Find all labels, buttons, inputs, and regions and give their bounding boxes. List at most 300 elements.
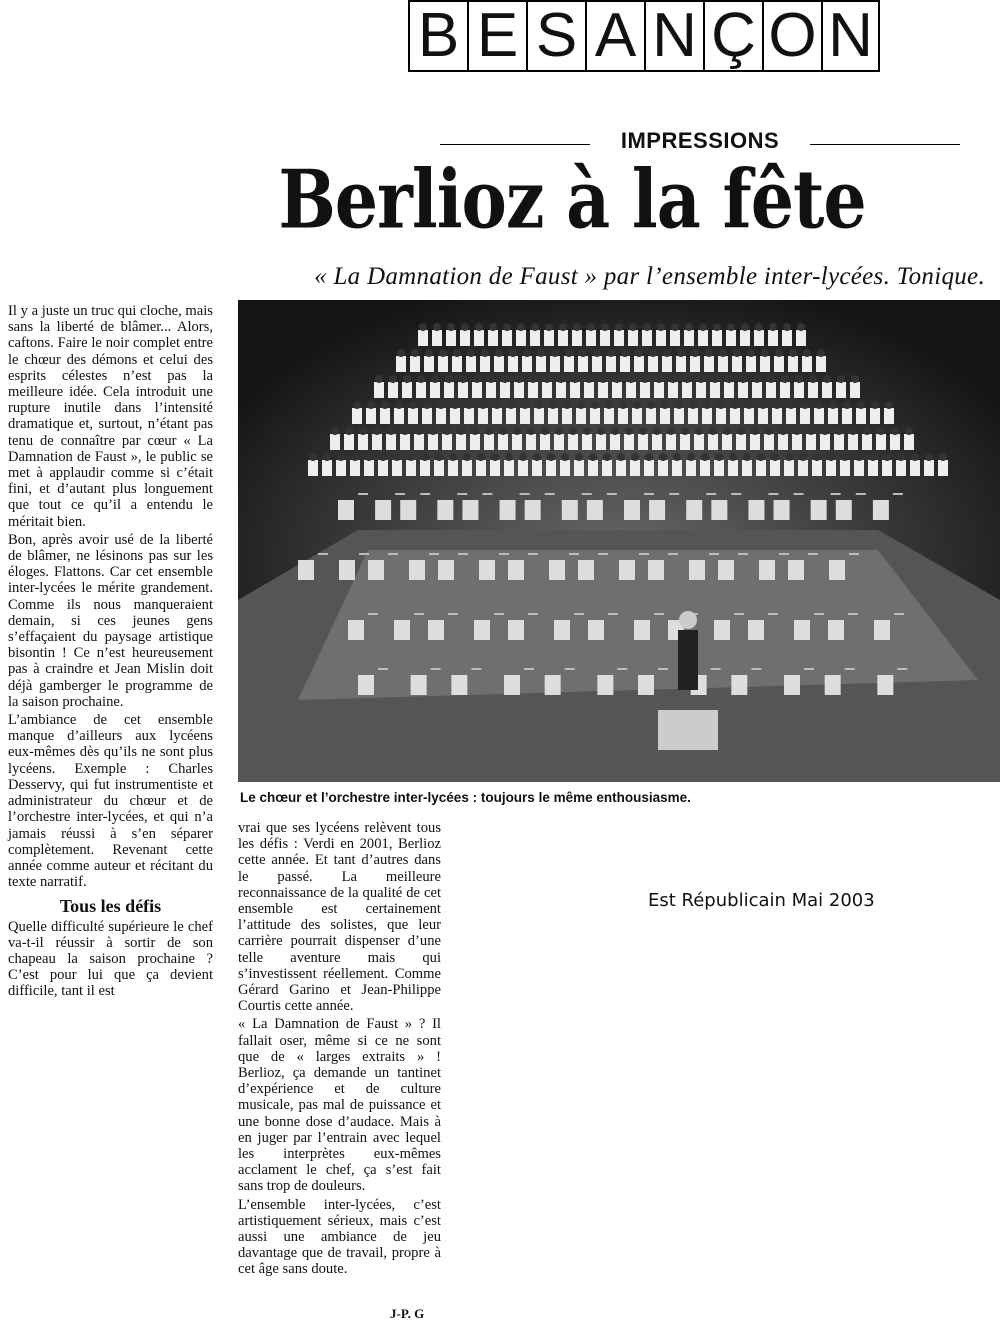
choir-singer — [572, 330, 582, 346]
choir-singer-head — [627, 375, 635, 383]
choir-singer-head — [687, 453, 695, 461]
choir-singer — [466, 356, 476, 372]
choir-singer — [388, 382, 398, 398]
choir-singer — [780, 382, 790, 398]
choir-singer — [658, 460, 668, 476]
choir-singer-head — [731, 401, 739, 409]
choir-singer-head — [571, 375, 579, 383]
choir-singer — [352, 408, 362, 424]
choir-singer — [578, 356, 588, 372]
choir-singer-head — [481, 349, 489, 357]
choir-singer-head — [779, 427, 787, 435]
choir-singer-head — [547, 453, 555, 461]
choir-singer — [526, 434, 536, 450]
choir-singer-head — [849, 427, 857, 435]
paragraph: « La Damnation de Faust » ? Il fallait oser, même si ce ne sont que de « larges extraits » ! Berlioz, ça demande un tantinet d’expérience et de culture musicale, pas mal de puissance et une bonne dose d’audace. Mais à en juger par l’entrain avec lequel les interprètes eux-mêmes acclament le chef, ça s’est fait sans trop de douleurs. — [238, 1016, 441, 1195]
choir-singer — [424, 356, 434, 372]
choir-singer — [812, 460, 822, 476]
choir-singer-head — [411, 349, 419, 357]
choir-singer — [474, 330, 484, 346]
choir-singer-head — [785, 453, 793, 461]
choir-singer — [392, 460, 402, 476]
choir-singer — [728, 460, 738, 476]
choir-singer — [746, 356, 756, 372]
choir-singer — [618, 408, 628, 424]
choir-singer-head — [541, 427, 549, 435]
choir-singer-head — [635, 349, 643, 357]
orchestra-musician — [634, 620, 650, 640]
choir-singer-head — [705, 349, 713, 357]
choir-singer-head — [379, 453, 387, 461]
choir-singer — [642, 330, 652, 346]
choir-singer-head — [587, 323, 595, 331]
choir-singer — [856, 408, 866, 424]
choir-singer-head — [415, 427, 423, 435]
orchestra-musician — [811, 500, 827, 520]
choir-singer-head — [559, 323, 567, 331]
choir-singer-head — [817, 349, 825, 357]
choir-singer-head — [673, 453, 681, 461]
choir-singer-head — [681, 427, 689, 435]
choir-singer — [756, 460, 766, 476]
choir-singer — [766, 382, 776, 398]
choir-singer-head — [375, 375, 383, 383]
choir-singer — [604, 408, 614, 424]
choir-singer-head — [743, 453, 751, 461]
choir-singer — [476, 460, 486, 476]
choir-singer-head — [695, 427, 703, 435]
orchestra-musician — [784, 675, 800, 695]
choir-singer — [778, 434, 788, 450]
choir-singer-head — [407, 453, 415, 461]
choir-singer-head — [753, 375, 761, 383]
orchestra-musician — [428, 620, 444, 640]
choir-singer-head — [425, 349, 433, 357]
orchestra-musician — [649, 500, 665, 520]
choir-singer — [768, 330, 778, 346]
choir-singer-head — [795, 375, 803, 383]
choir-singer — [350, 460, 360, 476]
choir-singer-head — [515, 375, 523, 383]
choir-singer-head — [629, 323, 637, 331]
choir-singer — [698, 330, 708, 346]
choir-singer — [500, 382, 510, 398]
choir-singer-head — [659, 453, 667, 461]
choir-singer — [744, 408, 754, 424]
choir-singer — [688, 408, 698, 424]
choir-singer — [434, 460, 444, 476]
choir-singer-head — [781, 375, 789, 383]
choir-singer-head — [485, 427, 493, 435]
choir-singer-head — [617, 453, 625, 461]
choir-singer-head — [631, 453, 639, 461]
orchestra-musician — [504, 675, 520, 695]
choir-singer-head — [545, 323, 553, 331]
choir-singer — [782, 330, 792, 346]
choir-singer — [450, 408, 460, 424]
choir-singer-head — [473, 375, 481, 383]
orchestra-musician — [578, 560, 594, 580]
choir-singer-head — [529, 375, 537, 383]
choir-singer — [752, 382, 762, 398]
choir-singer-head — [601, 323, 609, 331]
choir-singer — [374, 382, 384, 398]
orchestra-musician — [411, 675, 427, 695]
choir-singer — [624, 434, 634, 450]
choir-singer — [876, 434, 886, 450]
choir-singer — [684, 330, 694, 346]
orchestra-musician — [788, 560, 804, 580]
choir-singer — [700, 460, 710, 476]
choir-singer — [840, 460, 850, 476]
choir-singer-head — [765, 427, 773, 435]
orchestra-musician — [462, 500, 478, 520]
concert-photo — [238, 300, 1000, 782]
choir-singer-head — [815, 401, 823, 409]
choir-singer — [634, 356, 644, 372]
choir-singer — [808, 382, 818, 398]
choir-singer — [596, 434, 606, 450]
choir-singer-head — [733, 349, 741, 357]
choir-singer-head — [803, 349, 811, 357]
masthead-letter: S — [526, 0, 585, 72]
choir-singer-head — [661, 401, 669, 409]
choir-singer-head — [841, 453, 849, 461]
choir-singer-head — [353, 401, 361, 409]
choir-singer-head — [479, 401, 487, 409]
choir-singer — [760, 356, 770, 372]
orchestra-musician — [877, 675, 893, 695]
choir-singer-head — [309, 453, 317, 461]
orchestra-musician — [368, 560, 384, 580]
choir-singer — [730, 408, 740, 424]
choir-singer — [794, 382, 804, 398]
choir-singer-head — [827, 453, 835, 461]
choir-singer-head — [449, 453, 457, 461]
choir-singer-head — [459, 375, 467, 383]
choir-singer-head — [769, 323, 777, 331]
choir-singer-head — [467, 349, 475, 357]
choir-singer-head — [397, 349, 405, 357]
choir-singer — [528, 382, 538, 398]
orchestra-musician — [587, 500, 603, 520]
choir-singer — [670, 330, 680, 346]
choir-singer-head — [323, 453, 331, 461]
choir-singer-head — [829, 401, 837, 409]
choir-singer-head — [647, 401, 655, 409]
choir-singer-head — [359, 427, 367, 435]
choir-singer-head — [885, 401, 893, 409]
choir-singer — [626, 382, 636, 398]
source-note: Est Républicain Mai 2003 — [648, 890, 875, 911]
choir-singer-head — [789, 349, 797, 357]
choir-singer — [518, 460, 528, 476]
orchestra-musician — [619, 560, 635, 580]
choir-singer-head — [351, 453, 359, 461]
orchestra-musician — [437, 500, 453, 520]
rubric-rule-right — [810, 144, 960, 145]
choir-singer-head — [583, 427, 591, 435]
choir-singer-head — [453, 349, 461, 357]
choir-singer-head — [905, 427, 913, 435]
choir-singer-head — [575, 453, 583, 461]
choir-singer — [612, 382, 622, 398]
choir-singer-head — [771, 453, 779, 461]
choir-singer-head — [589, 453, 597, 461]
choir-singer — [750, 434, 760, 450]
choir-singer — [598, 382, 608, 398]
choir-singer — [666, 434, 676, 450]
choir-singer — [428, 434, 438, 450]
choir-singer-head — [725, 375, 733, 383]
orchestra-musician — [438, 560, 454, 580]
orchestra-musician — [828, 620, 844, 640]
orchestra-musician — [348, 620, 364, 640]
choir-singer-head — [421, 453, 429, 461]
choir-singer-head — [689, 401, 697, 409]
choir-singer — [484, 434, 494, 450]
choir-singer-head — [401, 427, 409, 435]
choir-singer-head — [855, 453, 863, 461]
orchestra-musician — [375, 500, 391, 520]
choir-singer-head — [683, 375, 691, 383]
choir-singer — [542, 382, 552, 398]
choir-singer-head — [741, 323, 749, 331]
choir-singer-head — [389, 375, 397, 383]
choir-singer-head — [577, 401, 585, 409]
choir-singer — [432, 330, 442, 346]
choir-singer-head — [523, 349, 531, 357]
choir-singer-head — [429, 427, 437, 435]
choir-singer-head — [503, 323, 511, 331]
choir-singer — [668, 382, 678, 398]
orchestra-musician — [549, 560, 565, 580]
choir-singer — [672, 460, 682, 476]
choir-singer — [644, 460, 654, 476]
choir-singer-head — [737, 427, 745, 435]
orchestra-musician — [829, 560, 845, 580]
choir-singer — [436, 408, 446, 424]
choir-singer — [630, 460, 640, 476]
choir-singer-head — [557, 375, 565, 383]
choir-singer — [786, 408, 796, 424]
choir-singer-head — [517, 323, 525, 331]
choir-singer-head — [527, 427, 535, 435]
choir-singer-head — [491, 453, 499, 461]
choir-singer — [508, 356, 518, 372]
orchestra-musician — [338, 500, 354, 520]
orchestra-musician — [588, 620, 604, 640]
choir-singer-head — [767, 375, 775, 383]
choir-singer-head — [565, 349, 573, 357]
choir-singer — [654, 382, 664, 398]
choir-singer-head — [747, 349, 755, 357]
choir-singer — [498, 434, 508, 450]
choir-singer — [694, 434, 704, 450]
choir-singer-head — [395, 401, 403, 409]
choir-singer-head — [761, 349, 769, 357]
choir-singer-head — [533, 453, 541, 461]
choir-singer — [798, 460, 808, 476]
orchestra-musician — [394, 620, 410, 640]
choir-singer-head — [447, 323, 455, 331]
choir-singer — [714, 460, 724, 476]
choir-singer — [562, 408, 572, 424]
masthead-letter: A — [585, 0, 644, 72]
choir-singer-head — [495, 349, 503, 357]
choir-singer-head — [633, 401, 641, 409]
choir-singer — [606, 356, 616, 372]
orchestra-musician — [479, 560, 495, 580]
choir-singer — [584, 382, 594, 398]
orchestra-musician — [648, 560, 664, 580]
orchestra-musician — [836, 500, 852, 520]
masthead-letter: N — [821, 0, 880, 72]
paragraph: L’ensemble inter-lycées, c’est artistiquement sérieux, mais c’est aussi une ambiance de jeu davantage que de travail, propre à cet âge sans doute. — [238, 1196, 441, 1278]
orchestra-musician — [525, 500, 541, 520]
choir-singer — [492, 408, 502, 424]
choir-singer-head — [387, 427, 395, 435]
choir-singer-head — [799, 453, 807, 461]
choir-singer-head — [435, 453, 443, 461]
choir-singer-head — [443, 427, 451, 435]
choir-singer — [406, 460, 416, 476]
choir-singer-head — [801, 401, 809, 409]
choir-singer — [590, 408, 600, 424]
choir-singer — [710, 382, 720, 398]
choir-singer — [680, 434, 690, 450]
choir-singer — [792, 434, 802, 450]
choir-singer-head — [755, 323, 763, 331]
rubric-rule-left — [440, 144, 590, 145]
choir-singer-head — [549, 401, 557, 409]
choir-singer-head — [611, 427, 619, 435]
choir-singer-head — [431, 375, 439, 383]
choir-singer-head — [465, 401, 473, 409]
choir-singer — [816, 356, 826, 372]
choir-singer-head — [883, 453, 891, 461]
choir-singer — [836, 382, 846, 398]
choir-singer-head — [613, 375, 621, 383]
choir-singer — [416, 382, 426, 398]
choir-singer — [570, 382, 580, 398]
choir-singer-head — [439, 349, 447, 357]
orchestra-musician — [748, 620, 764, 640]
choir-singer — [520, 408, 530, 424]
choir-singer-head — [863, 427, 871, 435]
choir-singer-head — [773, 401, 781, 409]
choir-singer — [446, 330, 456, 346]
orchestra-musician — [638, 675, 654, 695]
choir-singer-head — [365, 453, 373, 461]
choir-singer-head — [669, 375, 677, 383]
choir-singer-head — [381, 401, 389, 409]
choir-singer — [556, 382, 566, 398]
choir-singer — [784, 460, 794, 476]
choir-singer — [758, 408, 768, 424]
choir-singer-head — [519, 453, 527, 461]
orchestra-musician — [358, 675, 374, 695]
orchestra-musician — [409, 560, 425, 580]
choir-singer-head — [543, 375, 551, 383]
choir-singer — [842, 408, 852, 424]
choir-singer-head — [393, 453, 401, 461]
choir-singer — [574, 460, 584, 476]
choir-singer-head — [619, 401, 627, 409]
choir-singer-head — [723, 427, 731, 435]
choir-singer-head — [551, 349, 559, 357]
choir-singer-head — [843, 401, 851, 409]
orchestra-musician — [597, 675, 613, 695]
choir-singer-head — [569, 427, 577, 435]
choir-singer — [504, 460, 514, 476]
choir-singer-head — [675, 401, 683, 409]
choir-singer-head — [505, 453, 513, 461]
choir-singer-head — [757, 453, 765, 461]
choir-singer — [512, 434, 522, 450]
choir-singer-head — [367, 401, 375, 409]
choir-singer — [494, 356, 504, 372]
choir-singer-head — [461, 323, 469, 331]
choir-singer-head — [463, 453, 471, 461]
choir-singer-head — [759, 401, 767, 409]
article-column-1 — [8, 303, 213, 1000]
choir-singer-head — [823, 375, 831, 383]
choir-singer-head — [871, 401, 879, 409]
choir-singer-head — [701, 453, 709, 461]
choir-singer — [724, 382, 734, 398]
choir-singer-head — [487, 375, 495, 383]
choir-singer — [910, 460, 920, 476]
choir-singer-head — [499, 427, 507, 435]
choir-singer-head — [709, 427, 717, 435]
choir-singer — [796, 330, 806, 346]
choir-singer-head — [751, 427, 759, 435]
choir-singer — [536, 356, 546, 372]
choir-singer — [322, 460, 332, 476]
choir-singer-head — [649, 349, 657, 357]
choir-singer — [772, 408, 782, 424]
choir-singer-head — [653, 427, 661, 435]
choir-singer-head — [643, 323, 651, 331]
choir-singer-head — [605, 401, 613, 409]
choir-singer — [448, 460, 458, 476]
choir-singer — [742, 460, 752, 476]
choir-singer — [820, 434, 830, 450]
choir-singer-head — [775, 349, 783, 357]
choir-singer-head — [821, 427, 829, 435]
choir-singer — [548, 408, 558, 424]
choir-singer — [938, 460, 948, 476]
choir-singer — [456, 434, 466, 450]
choir-singer — [638, 434, 648, 450]
choir-singer — [514, 382, 524, 398]
choir-singer — [546, 460, 556, 476]
orchestra-musician — [298, 560, 314, 580]
choir-singer-head — [563, 401, 571, 409]
choir-singer — [690, 356, 700, 372]
rubric — [440, 130, 960, 152]
choir-singer-head — [641, 375, 649, 383]
orchestra-musician — [718, 560, 734, 580]
choir-singer-head — [345, 427, 353, 435]
choir-singer — [718, 356, 728, 372]
choir-singer — [486, 382, 496, 398]
choir-singer-head — [897, 453, 905, 461]
choir-singer-head — [657, 323, 665, 331]
choir-singer-head — [719, 349, 727, 357]
orchestra-musician — [825, 675, 841, 695]
